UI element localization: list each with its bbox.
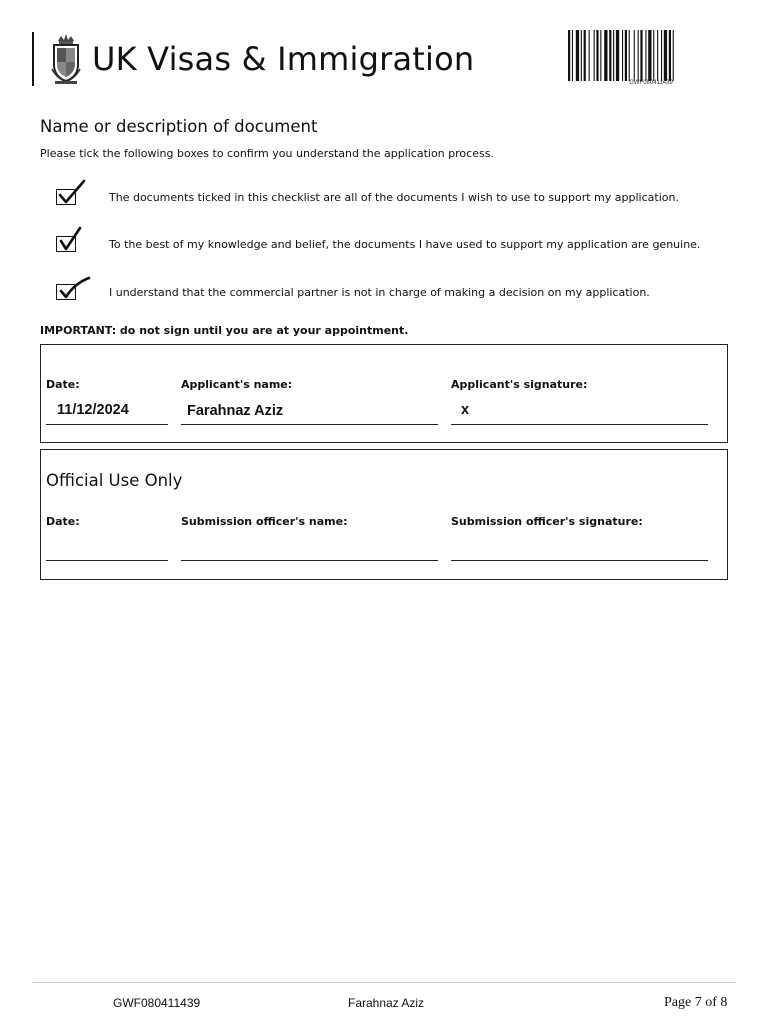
footer-reference: GWF080411439	[113, 996, 201, 1010]
officer-signature-field[interactable]	[451, 560, 708, 561]
applicant-signature-box	[40, 344, 728, 443]
date-field[interactable]: 11/12/2024	[57, 402, 129, 418]
official-date-field[interactable]	[46, 560, 168, 561]
checklist-text: To the best of my knowledge and belief, the documents I have used to support my application are genuine.	[109, 238, 701, 251]
tick-mark-icon	[56, 178, 96, 208]
applicant-signature-label: Applicant's signature:	[451, 378, 588, 391]
tick-mark-icon	[56, 225, 96, 255]
date-label: Date:	[46, 378, 80, 391]
date-underline	[46, 424, 168, 425]
barcode-icon	[568, 30, 736, 81]
footer-name: Farahnaz Aziz	[348, 996, 425, 1010]
officer-name-field[interactable]	[181, 560, 438, 561]
brand-title: UK Visas & Immigration	[92, 40, 475, 78]
applicant-signature-field[interactable]: x	[461, 402, 470, 418]
page-number: Page 7 of 8	[664, 995, 728, 1010]
document-title: Name or description of document	[40, 117, 318, 136]
tick-mark-icon	[56, 273, 96, 303]
checklist-text: The documents ticked in this checklist are all of the documents I wish to use to support my application.	[109, 191, 679, 204]
applicant-name-label: Applicant's name:	[181, 378, 293, 391]
important-notice: IMPORTANT: do not sign until you are at your appointment.	[40, 324, 409, 337]
royal-crest-icon	[48, 29, 84, 87]
header-divider	[32, 32, 34, 86]
name-underline	[181, 424, 438, 425]
barcode-number: GWF080411439	[629, 80, 673, 86]
footer-divider	[32, 982, 736, 983]
signature-underline	[451, 424, 708, 425]
checklist-text: I understand that the commercial partner is not in charge of making a decision on my application.	[109, 286, 650, 299]
instruction-text: Please tick the following boxes to confirm you understand the application process.	[40, 147, 494, 160]
official-date-label: Date:	[46, 515, 80, 528]
officer-name-label: Submission officer's name:	[181, 515, 348, 528]
official-use-heading: Official Use Only	[46, 471, 183, 490]
applicant-name-field[interactable]: Farahnaz Aziz	[187, 403, 284, 419]
officer-signature-label: Submission officer's signature:	[451, 515, 643, 528]
